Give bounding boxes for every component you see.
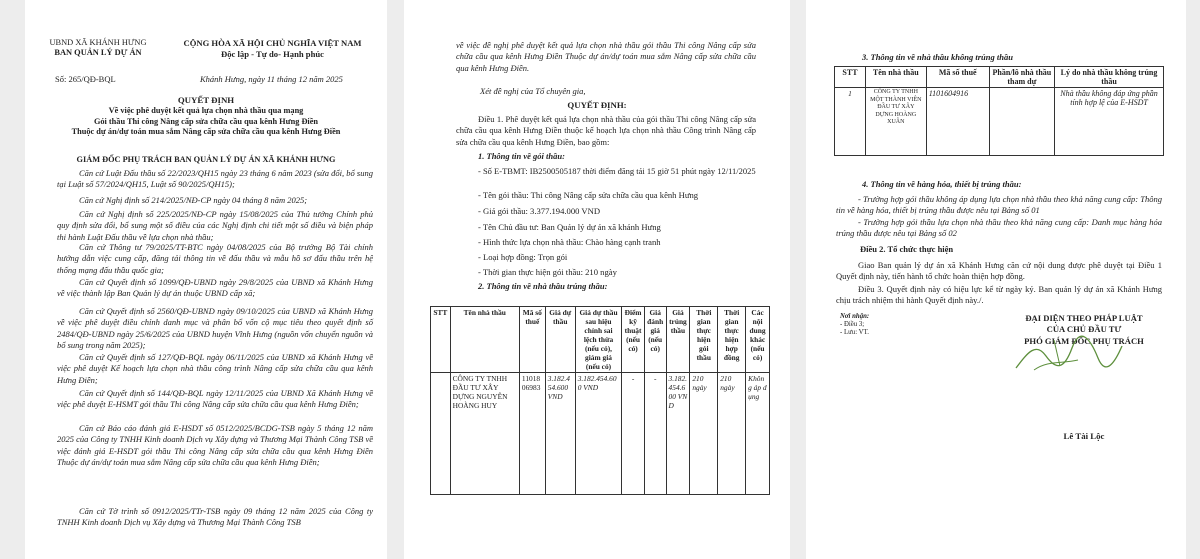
package-info-investor: - Tên Chủ đầu tư: Ban Quản lý dự án xã khánh Hưng bbox=[478, 222, 661, 232]
col-name: Tên nhà thầu bbox=[865, 67, 926, 88]
section-4-heading: 4. Thông tin về hàng hóa, thiết bị trúng thầu: bbox=[862, 179, 1022, 189]
national-header bbox=[165, 38, 380, 60]
table-header-row bbox=[835, 67, 1164, 88]
cell-package-duration: 210 ngày bbox=[690, 373, 718, 495]
col-tax: Mã số thuế bbox=[519, 307, 545, 373]
handwritten-signature bbox=[1006, 330, 1126, 378]
document-number: Số: 265/QĐ-BQL bbox=[55, 74, 116, 84]
sign-line2: CỦA CHỦ ĐẦU TƯ bbox=[1046, 324, 1122, 335]
package-info-price: - Giá gói thầu: 3.377.194.000 VND bbox=[478, 206, 601, 216]
document-page-3 bbox=[806, 0, 1186, 559]
table-header-row bbox=[431, 307, 770, 373]
sign-line1: ĐẠI DIỆN THEO PHÁP LUẬT bbox=[1025, 313, 1143, 323]
org-left-line2: BAN QUẢN LÝ DỰ ÁN bbox=[54, 48, 142, 57]
cell-bid: 3.182.454.600 VND bbox=[545, 373, 575, 495]
col-stt: STT bbox=[431, 307, 451, 373]
cell-tax: 1101604916 bbox=[926, 88, 989, 156]
goods-info-b: - Trường hợp gói thầu lựa chọn nhà thầu theo khả năng cung cấp: Danh mục hàng hóa trúng thầu được nêu tại Bảng số 02 bbox=[836, 217, 1162, 239]
legal-basis-8: Căn cứ Quyết định số 144/QĐ-BQL ngày 12/11/2025 của UBND Xã Khánh Hưng về việc phê duyệt E-HSMT gói thầu Thi công Nâng cấp sửa chữa cầu qua kênh Hưng Điền; bbox=[57, 388, 373, 410]
package-info-duration: - Thời gian thực hiện gói thầu: 210 ngày bbox=[478, 267, 617, 277]
legal-basis-2: Căn cứ Nghị định số 214/2025/NĐ-CP ngày 04 tháng 8 năm 2025; bbox=[79, 195, 308, 205]
col-eval-price: Giá đánh giá (nếu có) bbox=[644, 307, 666, 373]
cell-stt: 1 bbox=[835, 88, 866, 156]
cell-winning-price: 3.182.454.600 VND bbox=[666, 373, 690, 495]
nation-title: CỘNG HÒA XÃ HỘI CHỦ NGHĨA VIỆT NAM bbox=[183, 38, 362, 48]
col-contract-duration: Thời gian thực hiện hợp đồng bbox=[718, 307, 746, 373]
cell-lot bbox=[989, 88, 1054, 156]
subject-line3: Thuộc dự án/dự toán mua sắm Nâng cấp sửa chữa cầu qua kênh Hưng Điền bbox=[71, 127, 341, 137]
package-info-method: - Hình thức lựa chọn nhà thầu: Chào hàng cạnh tranh bbox=[478, 237, 661, 247]
recipient-2: - Lưu: VT. bbox=[840, 329, 869, 336]
col-bid: Giá dự thầu bbox=[545, 307, 575, 373]
cell-stt bbox=[431, 373, 451, 495]
org-left bbox=[35, 38, 161, 58]
package-info-contract: - Loại hợp đồng: Trọn gói bbox=[478, 252, 568, 262]
subject-line2: Gói thầu Thi công Nâng cấp sửa chữa cầu qua kênh Hưng Điền bbox=[93, 116, 319, 126]
document-page-1 bbox=[25, 0, 387, 559]
goods-info-a: - Trường hợp gói thầu không áp dụng lựa chọn nhà thầu theo khả năng cung cấp: Thông tin về hàng hóa, thiết bị trúng thầu được nêu tại Bảng số 01 bbox=[836, 194, 1162, 216]
issuing-authority: GIÁM ĐỐC PHỤ TRÁCH BAN QUẢN LÝ DỰ ÁN XÃ KHÁNH HƯNG bbox=[76, 155, 336, 164]
col-tech-score: Điểm kỹ thuật (nếu có) bbox=[622, 307, 645, 373]
legal-basis-6: Căn cứ Quyết định số 2560/QĐ-UBND ngày 09/10/2025 của UBND xã Khánh Hưng về việc phê duyệt điều chỉnh danh mục và phân bổ vốn cộ mục tiêu theo quyết định số 2484/QĐ-UBND ngày 25/6/2025 của UBND huyện Vĩnh Hưng (nguồn vốn chuyển nguồn và bổ sung trong năm 2025); bbox=[57, 306, 373, 350]
cell-tax: 1101806983 bbox=[519, 373, 545, 495]
legal-basis-10: Căn cứ Tờ trình số 0912/2025/TTr-TSB ngày 09 tháng 12 năm 2025 của Công ty TNHH Kinh doanh Dịch vụ Xây dựng và Thương Mại Thành Công TSB bbox=[57, 506, 373, 528]
nation-motto: Độc lập - Tự do- Hạnh phúc bbox=[221, 49, 324, 59]
recipients bbox=[840, 313, 869, 337]
losing-contractor-table bbox=[834, 66, 1164, 156]
col-name: Tên nhà thầu bbox=[450, 307, 519, 373]
signer-name: Lê Tài Lộc bbox=[1063, 431, 1105, 441]
legal-basis-7: Căn cứ Quyết định số 127/QĐ-BQL ngày 06/11/2025 của UBND xã Khánh Hưng về việc phê duyệt Kế hoạch lựa chọn nhà thầu công trình Nâng cấp sửa chữa cầu qua kênh Hưng Điền; bbox=[57, 352, 373, 385]
org-left-line1: UBND XÃ KHÁNH HƯNG bbox=[49, 38, 147, 47]
cell-reason: Nhà thầu không đáp ứng phần tính hợp lệ của E-HSDT bbox=[1055, 88, 1164, 156]
col-tax: Mã số thuế bbox=[926, 67, 989, 88]
recipients-title: Nơi nhận: bbox=[840, 313, 870, 320]
section-2-heading: 2. Thông tin về nhà thầu trúng thầu: bbox=[478, 281, 608, 291]
legal-basis-5: Căn cứ Quyết định số 1099/QĐ-UBND ngày 29/8/2025 của UBND xã Khánh Hưng về việc thành lập Ban Quản lý dự án thuộc UBND cấp xã; bbox=[57, 277, 373, 299]
cell-name: CÔNG TY TNHH ĐẦU TƯ XÂY DỰNG NGUYÊN HOÀNG HUY bbox=[450, 373, 519, 495]
decide-heading: QUYẾT ĐỊNH: bbox=[567, 100, 627, 110]
cell-bid-adjusted: 3.182.454.600 VND bbox=[575, 373, 622, 495]
cell-tech-score: - bbox=[622, 373, 645, 495]
legal-basis-4: Căn cứ Thông tư 79/2025/TT-BTC ngày 04/08/2025 của Bộ trưởng Bộ Tài chính hướng dẫn việc cung cấp, đăng tải thông tin về đấu thầu và mẫu hồ sơ đấu thầu trên hệ thống mạng đấu thầu quốc gia; bbox=[57, 242, 373, 275]
consideration-line: Xét đề nghị của Tổ chuyên gia, bbox=[480, 86, 586, 96]
col-reason: Lý do nhà thầu không trúng thầu bbox=[1055, 67, 1164, 88]
sign-line3: PHÓ GIÁM ĐỐC PHỤ TRÁCH bbox=[1024, 335, 1144, 346]
article-3: Điều 3. Quyết định này có hiệu lực kể từ ngày ký. Ban quản lý dự án xã Khánh Hưng chịu trách nhiệm thi hành Quyết định này./. bbox=[836, 284, 1162, 306]
place-date: Khánh Hưng, ngày 11 tháng 12 năm 2025 bbox=[200, 74, 343, 84]
table-row bbox=[431, 373, 770, 495]
article-2-body: Giao Ban quản lý dự án xã Khánh Hưng căn cứ nội dung được phê duyệt tại Điều 1 Quyết định này, tiến hành tổ chức hoàn thiện hợp đồng. bbox=[836, 260, 1162, 282]
decision-title: QUYẾT ĐỊNH bbox=[177, 95, 235, 105]
col-bid-adjusted: Giá dự thầu sau hiệu chỉnh sai lệch thừa (nếu có), giảm giá (nếu có) bbox=[575, 307, 622, 373]
legal-basis-3: Căn cứ Nghị định số 225/2025/NĐ-CP ngày 15/08/2025 của Thủ tướng Chính phủ quy định sửa đổi, bổ sung một số điều của các Nghị định chi tiết một số điều và biện pháp thi hành Luật Đấu thầu về lựa chọn nhà thầu; bbox=[57, 209, 373, 242]
winning-contractor-table bbox=[430, 306, 770, 495]
article-2-heading: Điều 2. Tổ chức thực hiện bbox=[860, 244, 954, 254]
cell-eval-price: - bbox=[644, 373, 666, 495]
subject-line1: Về việc phê duyệt kết quả lựa chọn nhà thầu qua mạng bbox=[108, 106, 304, 115]
cell-contract-duration: 210 ngày bbox=[718, 373, 746, 495]
section-1-heading: 1. Thông tin về gói thầu: bbox=[478, 151, 565, 161]
legal-basis-1: Căn cứ Luật Đấu thầu số 22/2023/QH15 ngày 23 tháng 6 năm 2023 (sửa đổi, bổ sung tại Luật số 57/2024/QH15, Luật số 90/2025/QH15); bbox=[57, 168, 373, 190]
cell-name: CÔNG TY TNHH MỘT THÀNH VIÊN ĐẦU TƯ XÂY DỰNG HOÀNG XUÂN bbox=[865, 88, 926, 156]
col-other: Các nội dung khác (nếu có) bbox=[746, 307, 770, 373]
recipient-1: - Điều 3; bbox=[840, 321, 865, 328]
col-lot: Phần/lô nhà thầu tham dự bbox=[989, 67, 1054, 88]
cell-other: Không áp dụng bbox=[746, 373, 770, 495]
col-winning-price: Giá trúng thầu bbox=[666, 307, 690, 373]
package-info-etbmt: - Số E-TBMT: IB2500505187 thời điểm đăng tải 15 giờ 51 phút ngày 12/11/2025 bbox=[478, 166, 756, 176]
legal-basis-9: Căn cứ Báo cáo đánh giá E-HSDT số 0512/2025/BCDG-TSB ngày 5 tháng 12 năm 2025 của Công ty TNHH Kinh doanh Dịch vụ Xây dựng và Thương Mại Thành Công TSB về việc đánh giá E-HSDT gói thầu Thi công Nâng cấp sửa chữa cầu qua kênh Hưng Điền Thuộc dự án/dự toán mua sắm Nâng cấp sửa chữa cầu qua kênh Hưng Điền; bbox=[57, 423, 373, 467]
document-page-2 bbox=[404, 0, 790, 559]
decision-subject bbox=[25, 106, 387, 138]
col-package-duration: Thời gian thực hiện gói thầu bbox=[690, 307, 718, 373]
article-1: Điều 1. Phê duyệt kết quả lựa chọn nhà thầu của gói thầu Thi công Nâng cấp sửa chữa cầu qua kênh Hưng Điền thuộc kế hoạch lựa chọn nhà thầu Công trình Nâng cấp sửa chữa cầu qua kênh Hưng Điền, bao gồm: bbox=[456, 114, 756, 147]
continued-paragraph: về việc đề nghị phê duyệt kết quả lựa chọn nhà thầu gói thầu Thi công Nâng cấp sửa chữa cầu qua kênh Hưng Điền Thuộc dự án/dự toán mua sắm Nâng cấp sửa chữa cầu qua kênh Hưng Điền. bbox=[456, 40, 756, 73]
section-3-heading: 3. Thông tin về nhà thầu không trúng thầu bbox=[862, 52, 1013, 62]
col-stt: STT bbox=[835, 67, 866, 88]
table-row bbox=[835, 88, 1164, 156]
package-info-name: - Tên gói thầu: Thi công Nâng cấp sửa chữa cầu qua kênh Hưng bbox=[478, 190, 699, 200]
